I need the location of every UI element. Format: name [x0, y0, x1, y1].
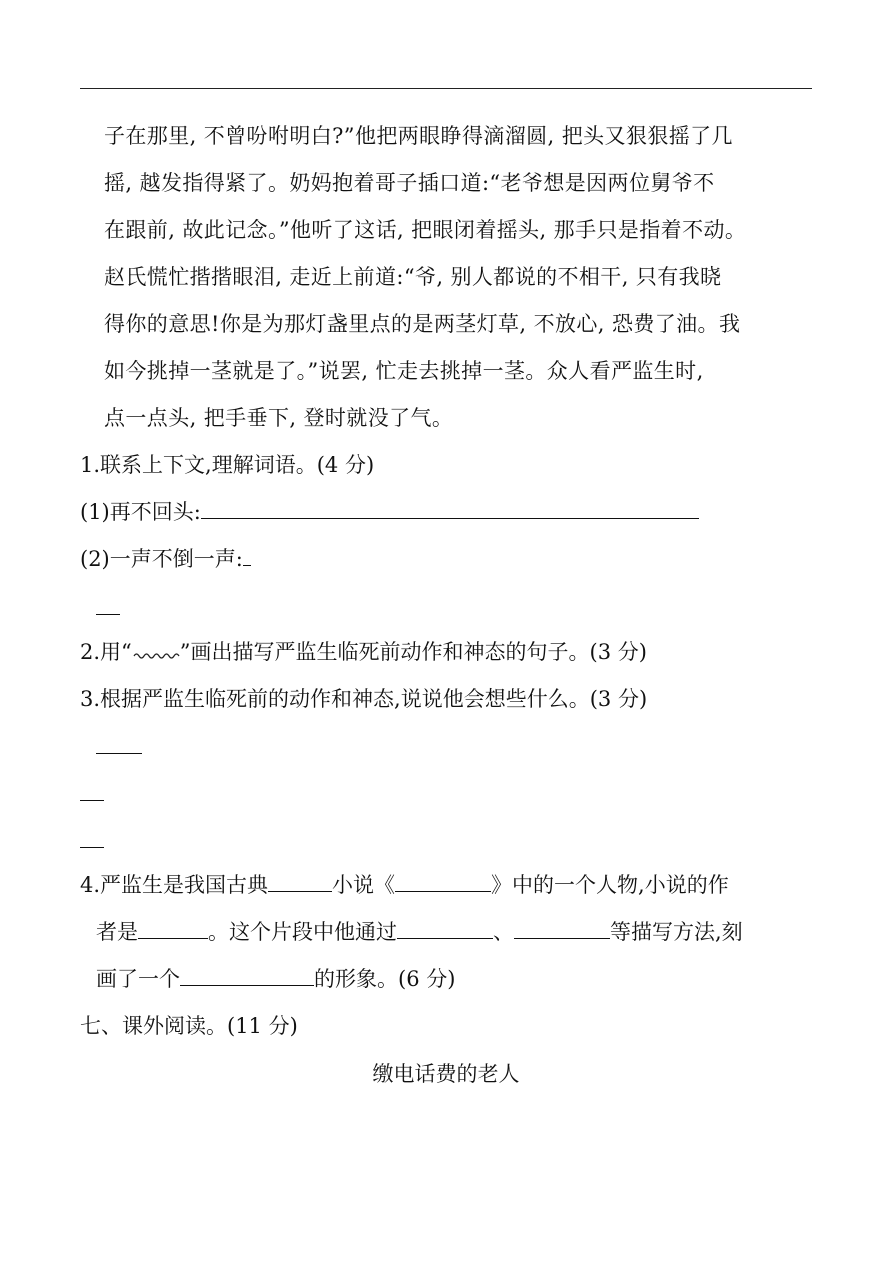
question-4-line-2: [96, 918, 743, 946]
question-4-line-1: [80, 871, 729, 899]
section-7-heading: 七、课外阅读。(11 分): [80, 1014, 298, 1038]
answer-line-1-2[interactable]: [96, 614, 120, 615]
question-1-1-label: (1)再不回头:: [80, 500, 201, 524]
question-4-text-4: 者是: [96, 920, 138, 944]
wavy-underline-icon: [132, 647, 180, 661]
question-1-2: [80, 545, 251, 573]
passage-line-4: 赵氏慌忙揩揩眼泪, 走近上前道:“爷, 别人都说的不相干, 只有我晓: [104, 265, 722, 289]
answer-blank-1-1[interactable]: [201, 498, 699, 519]
question-4-text-3: 》中的一个人物,小说的作: [491, 873, 729, 897]
answer-line-3-2[interactable]: [80, 800, 104, 801]
question-1: 1.联系上下文,理解词语。(4 分): [80, 453, 375, 477]
question-4-text-7: 等描写方法,刻: [610, 920, 743, 944]
question-2-prefix: 2.用“: [80, 640, 132, 664]
question-1-1: [80, 498, 699, 526]
answer-blank-4-1[interactable]: [268, 871, 332, 892]
question-4-text-8: 画了一个: [96, 967, 180, 991]
passage-line-2: 摇, 越发指得紧了。奶妈抱着哥子插口道:“老爷想是因两位舅爷不: [104, 171, 715, 195]
question-4-text-9: 的形象。(6 分): [314, 967, 456, 991]
answer-blank-4-3[interactable]: [138, 918, 208, 939]
answer-blank-1-2[interactable]: [243, 545, 251, 566]
question-4-text-1: 4.严监生是我国古典: [80, 873, 269, 897]
answer-line-3-1[interactable]: [96, 753, 142, 754]
answer-line-3-3[interactable]: [80, 847, 104, 848]
question-4-text-2: 小说《: [332, 873, 396, 897]
answer-blank-4-5[interactable]: [514, 918, 610, 939]
question-4-text-6: 、: [493, 920, 514, 944]
passage-line-3: 在跟前, 故此记念。”他听了这话, 把眼闭着摇头, 那手只是指着不动。: [104, 218, 747, 242]
question-1-2-label: (2)一声不倒一声:: [80, 547, 243, 571]
passage-line-7: 点一点头, 把手垂下, 登时就没了气。: [104, 406, 454, 430]
question-2-text: ”画出描写严监生临死前动作和神态的句子。(3 分): [179, 640, 647, 664]
question-4-line-3: [96, 965, 455, 993]
answer-blank-4-4[interactable]: [397, 918, 493, 939]
answer-blank-4-2[interactable]: [395, 871, 491, 892]
question-4-text-5: 。这个片段中他通过: [208, 920, 397, 944]
passage-line-6: 如今挑掉一茎就是了。”说罢, 忙走去挑掉一茎。众人看严监生时,: [104, 359, 704, 383]
header-rule: [80, 88, 812, 89]
reading-title: 缴电话费的老人: [372, 1062, 520, 1086]
passage-line-5: 得你的意思!你是为那灯盏里点的是两茎灯草, 不放心, 恐费了油。我: [104, 312, 741, 336]
passage-line-1: 子在那里, 不曾吩咐明白?”他把两眼睁得滴溜圆, 把头又狠狠摇了几: [104, 124, 733, 148]
question-3: 3.根据严监生临死前的动作和神态,说说他会想些什么。(3 分): [80, 687, 648, 711]
answer-blank-4-6[interactable]: [180, 965, 314, 986]
question-2: [80, 638, 647, 666]
